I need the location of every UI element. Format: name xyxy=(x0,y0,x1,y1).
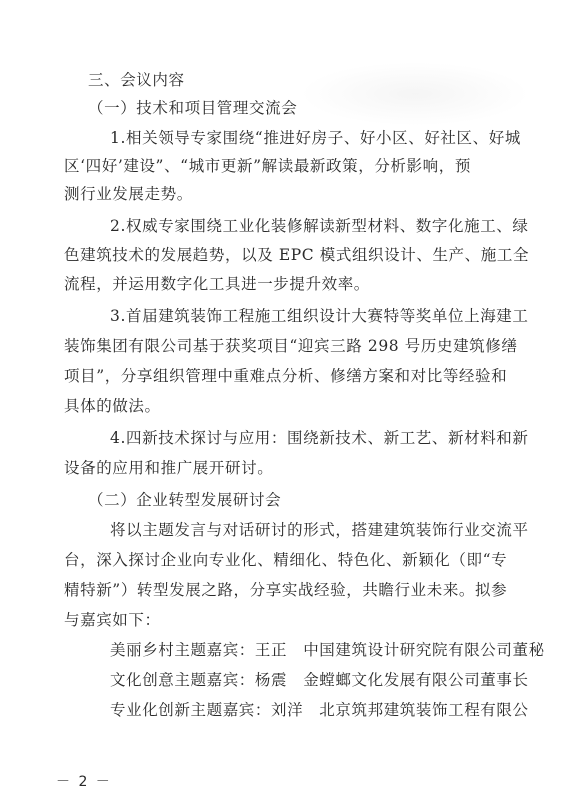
item-3-line-3: 项目”，分享组织管理中重难点分析、修缮方案和对比等经验和 xyxy=(64,367,508,385)
page-number: － 2 － xyxy=(56,774,112,790)
item-3-line-4: 具体的做法。 xyxy=(64,397,161,415)
item-2-line-2: 色建筑技术的发展趋势，以及 EPC 模式组织设计、生产、施工全 xyxy=(64,246,530,264)
item-4-line-1: 4.四新技术探讨与应用：围绕新技术、新工艺、新材料和新 xyxy=(110,429,529,447)
guest-line-2: 文化创意主题嘉宾：杨震 金螳螂文化发展有限公司董事长 xyxy=(110,671,529,689)
section-heading: 三、会议内容 xyxy=(88,71,185,89)
subsection-heading-1: （一）技术和项目管理交流会 xyxy=(88,99,298,117)
item-4-line-2: 设备的应用和推广展开研讨。 xyxy=(64,459,274,477)
faint-watermark xyxy=(300,62,530,126)
paragraph-2-line-4: 与嘉宾如下： xyxy=(64,611,161,629)
paragraph-2-line-2: 台，深入探讨企业向专业化、精细化、特色化、新颖化（即“专 xyxy=(64,551,508,569)
guest-line-1: 美丽乡村主题嘉宾：王正 中国建筑设计研究院有限公司董秘 xyxy=(110,641,545,659)
guest-line-3: 专业化创新主题嘉宾：刘洋 北京筑邦建筑装饰工程有限公 xyxy=(110,701,529,719)
item-1-line-2: 区‘四好’建设”、“城市更新”解读最新政策，分析影响，预 xyxy=(64,157,471,175)
item-1-line-1: 1.相关领导专家围绕“推进好房子、好小区、好社区、好城 xyxy=(110,129,521,147)
item-3-line-2: 装饰集团有限公司基于获奖项目“迎宾三路 298 号历史建筑修缮 xyxy=(64,337,518,355)
item-2-line-1: 2.权威专家围绕工业化装修解读新型材料、数字化施工、绿 xyxy=(110,217,529,235)
paragraph-2-line-1: 将以主题发言与对话研讨的形式，搭建建筑装饰行业交流平 xyxy=(110,521,529,539)
paragraph-2-line-3: 精特新”）转型发展之路，分享实战经验，共瞻行业未来。拟参 xyxy=(64,581,508,599)
item-2-line-3: 流程，并运用数字化工具进一步提升效率。 xyxy=(64,275,370,293)
subsection-heading-2: （二）企业转型发展研讨会 xyxy=(88,491,282,509)
item-1-line-3: 测行业发展走势。 xyxy=(64,185,193,203)
item-3-line-1: 3.首届建筑装饰工程施工组织设计大赛特等奖单位上海建工 xyxy=(110,307,529,325)
